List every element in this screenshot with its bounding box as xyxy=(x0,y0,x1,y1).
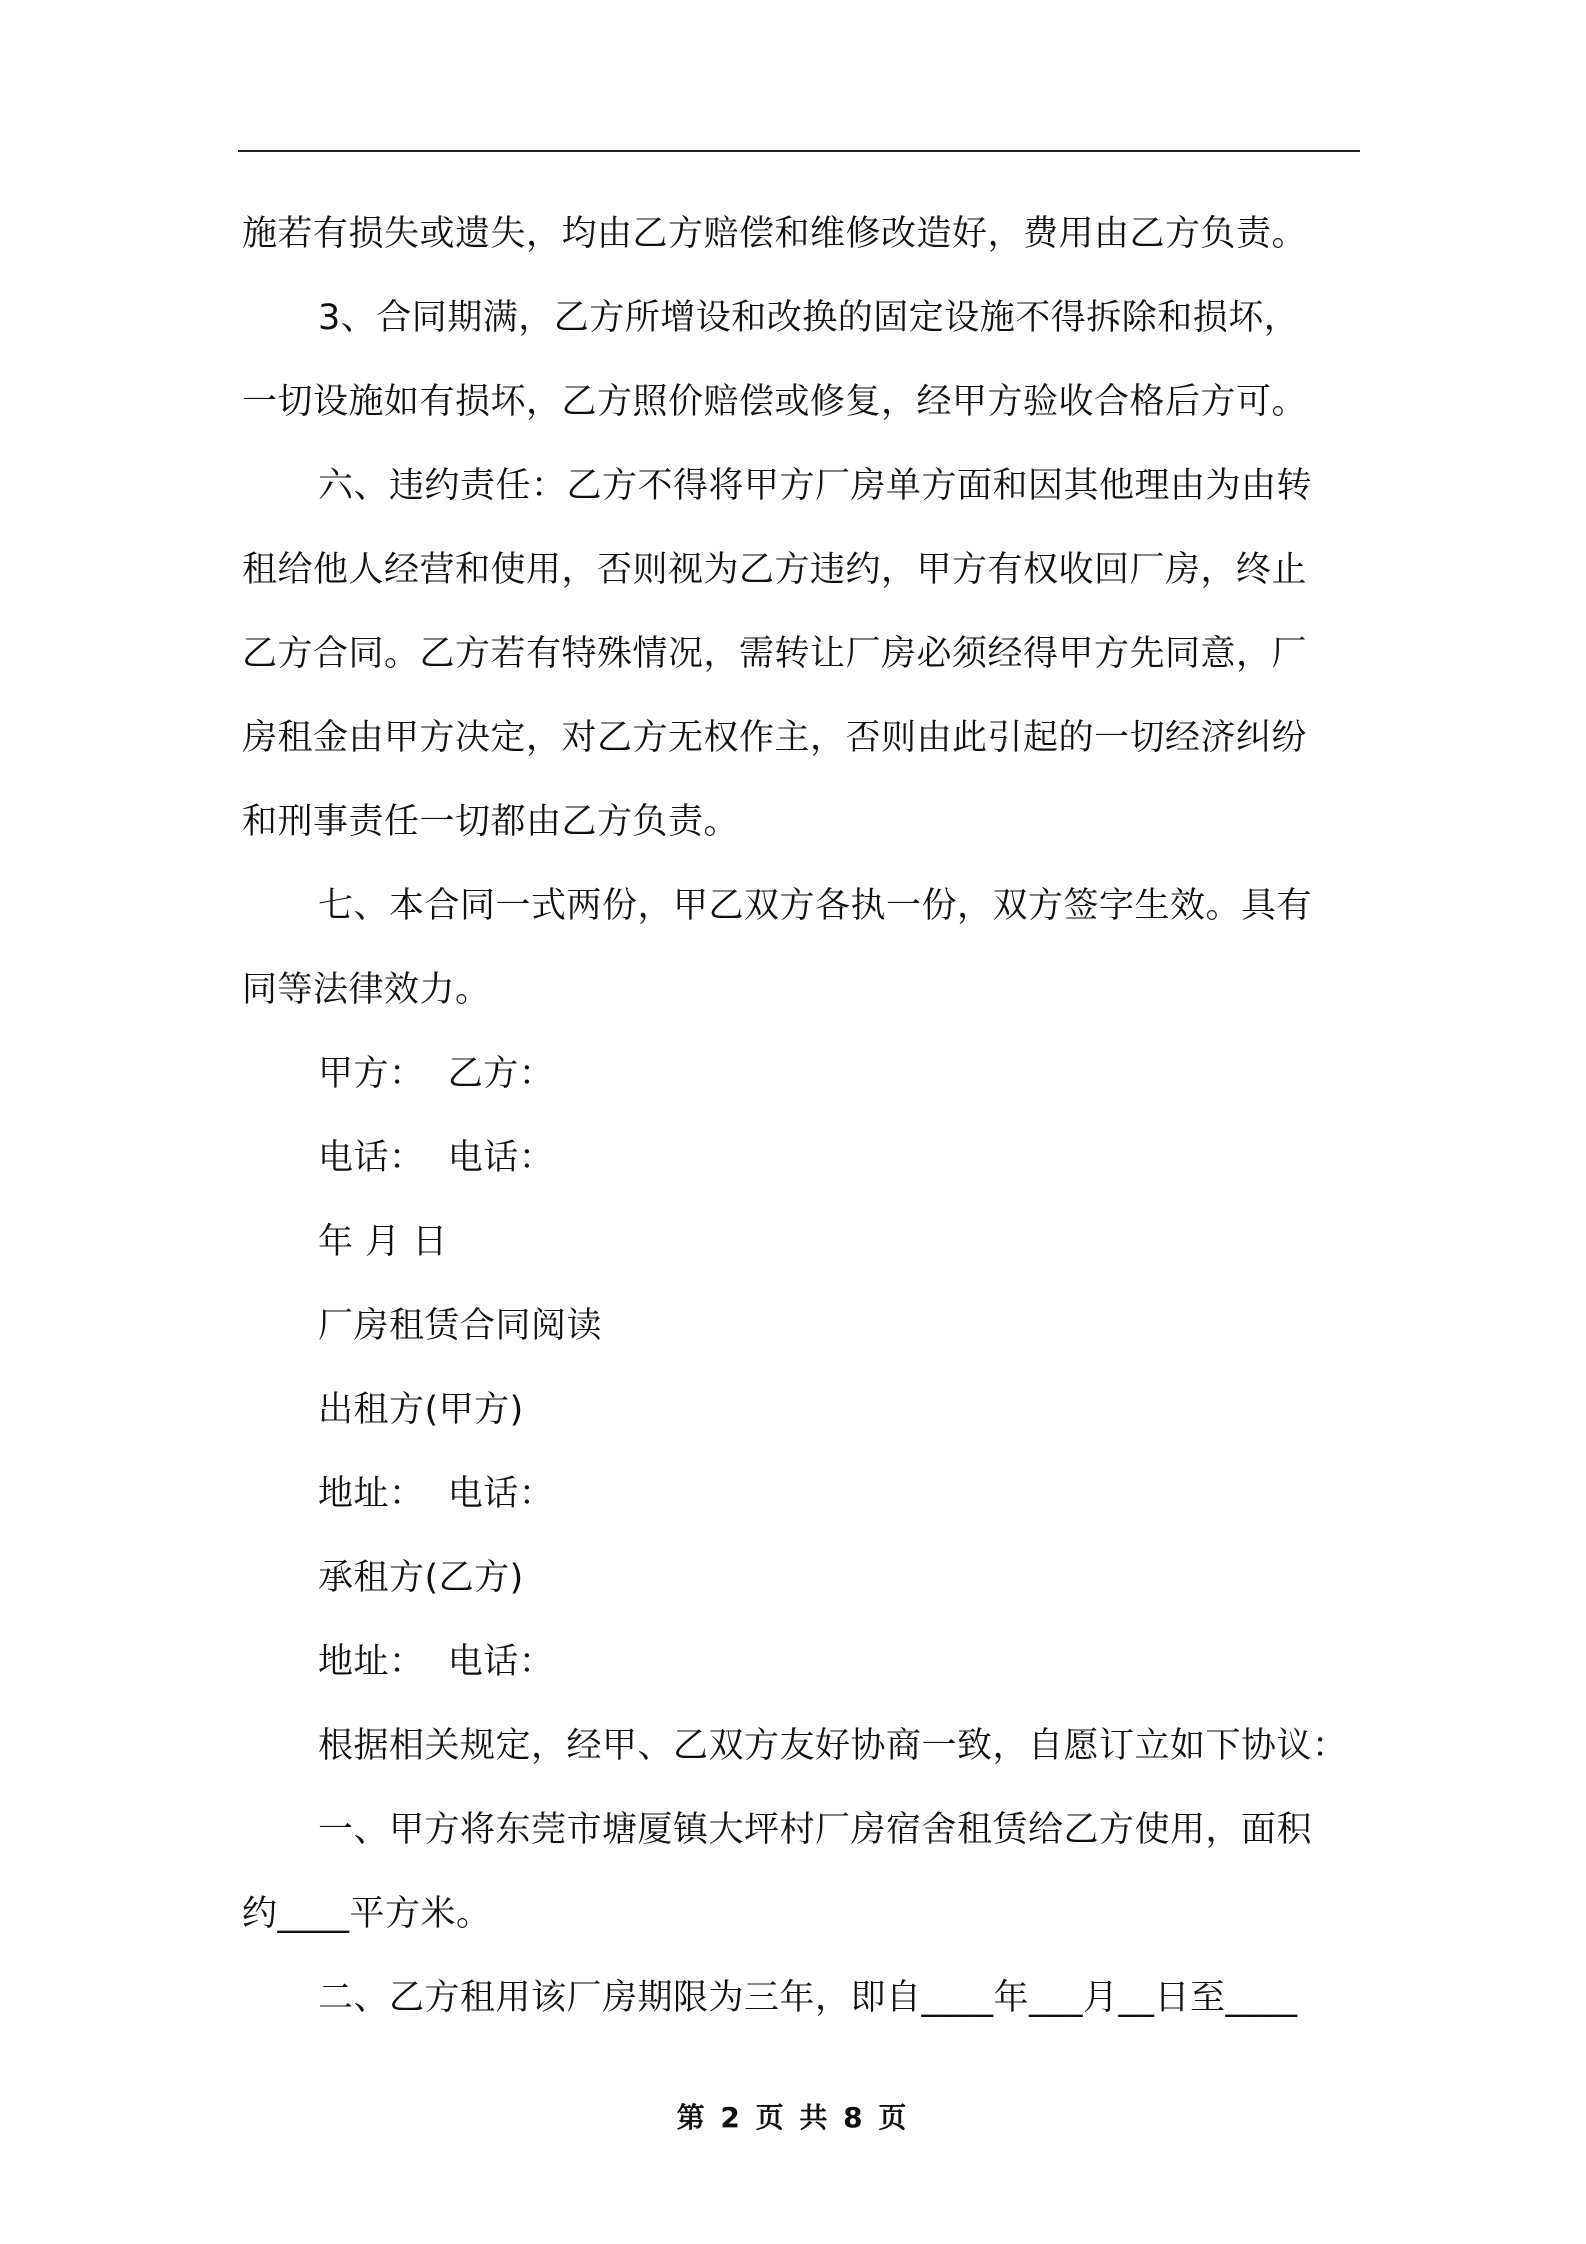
text-line-7: 房租金由甲方决定，对乙方无权作主，否则由此引起的一切经济纠纷 xyxy=(242,718,1308,758)
page-number-footer: 第 2 页 共 8 页 xyxy=(676,2101,910,2134)
text-line-3: 一切设施如有损坏，乙方照价赔偿或修复，经甲方验收合格后方可。 xyxy=(242,382,1308,422)
text-line-1: 施若有损失或遗失，均由乙方赔偿和维修改造好，费用由乙方负责。 xyxy=(242,214,1308,254)
lessor-address-line: 地址： 电话： xyxy=(318,1474,555,1514)
document-body xyxy=(242,192,1360,2040)
section-title: 厂房租赁合同阅读 xyxy=(318,1306,603,1346)
lessor-label: 出租方(甲方) xyxy=(318,1390,524,1430)
text-line-6: 乙方合同。乙方若有特殊情况，需转让厂房必须经得甲方先同意，厂 xyxy=(242,634,1308,674)
text-line-5: 租给他人经营和使用，否则视为乙方违约，甲方有权收回厂房，终止 xyxy=(242,550,1308,590)
header-rule xyxy=(238,150,1360,152)
text-line-4: 六、违约责任：乙方不得将甲方厂房单方面和因其他理由为由转 xyxy=(318,466,1313,506)
text-line-9: 七、本合同一式两份，甲乙双方各执一份，双方签字生效。具有 xyxy=(318,886,1313,926)
text-line-10: 同等法律效力。 xyxy=(242,970,491,1010)
text-line-22: 二、乙方租用该厂房期限为三年，即自____年___月__日至____ xyxy=(318,1978,1298,2018)
lessee-address-line: 地址： 电话： xyxy=(318,1642,555,1682)
lessee-label: 承租方(乙方) xyxy=(318,1558,524,1598)
signature-phone-line: 电话： 电话： xyxy=(318,1138,555,1178)
signature-party-line: 甲方： 乙方： xyxy=(318,1054,555,1094)
text-line-8: 和刑事责任一切都由乙方负责。 xyxy=(242,802,740,842)
text-line-21: 约____平方米。 xyxy=(242,1894,492,1934)
text-line-2: 3、合同期满，乙方所增设和改换的固定设施不得拆除和损坏， xyxy=(318,298,1300,338)
text-line-20: 一、甲方将东莞市塘厦镇大坪村厂房宿舍租赁给乙方使用，面积 xyxy=(318,1810,1313,1850)
signature-date-line: 年 月 日 xyxy=(318,1222,448,1262)
text-line-19: 根据相关规定，经甲、乙双方友好协商一致，自愿订立如下协议： xyxy=(318,1726,1348,1766)
